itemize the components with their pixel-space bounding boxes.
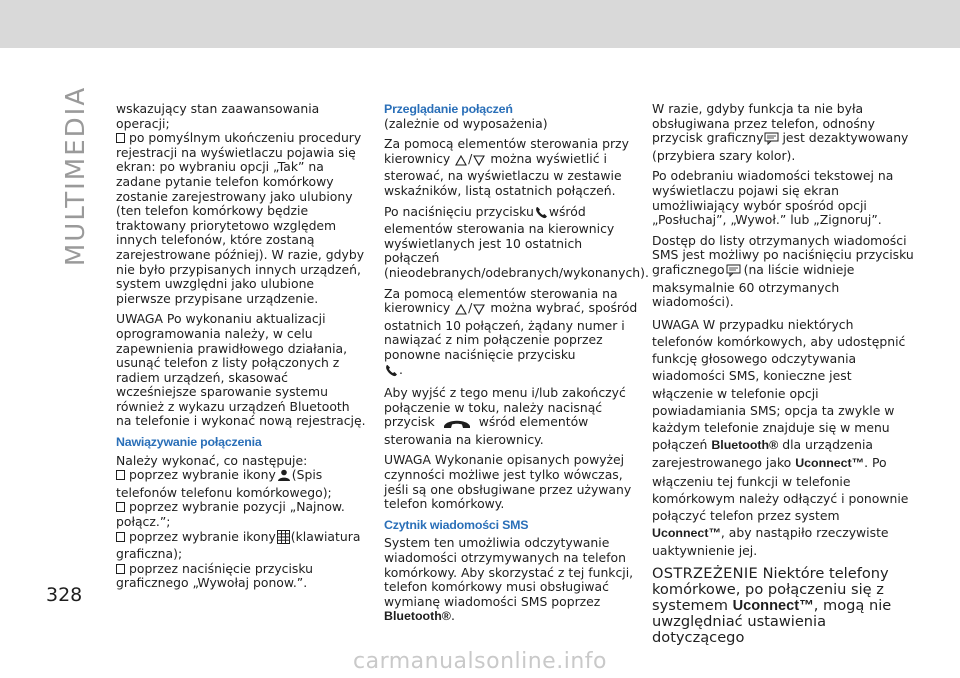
square-bullet-icon [116, 532, 125, 542]
note-paragraph: UWAGA W przypadku niektórych telefonów komórkowych, aby udostępnić funkcję głosowego odczytywania wiadomości SMS, konieczne jest włączenie w telefonie opcji powiadamiania SMS; opcja ta zwykle w każdym telefonie znajduje się w menu połączeń Bluetooth® dla urządzenia zarejestrowanego jako Uconnect™. Po włączeniu tej funkcji w telefonie komórkowym należy odłączyć i ponownie połączyć telefon przez system Uconnect™, aby nastąpiło rzeczywiste uaktywnienie jej. [652, 316, 909, 559]
note-paragraph: UWAGA Wykonanie opisanych powyżej czynności możliwe jest tylko wówczas, jeśli są one obsługiwane przez używany telefon komórkowy. [384, 452, 632, 512]
top-band [0, 0, 960, 48]
watermark: carmanualsonline.info [353, 648, 607, 674]
phone-handset-icon [385, 364, 398, 381]
list-item: poprzez wybranie ikony (Spis telefonów telefonu komórkowego); [116, 467, 332, 500]
page-number: 328 [46, 584, 83, 606]
phone-handset-icon [535, 206, 548, 223]
paragraph: Aby wyjść z tego menu i/lub zakończyć połączenie w toku, należy nacisnąć przycisk wśród elementów sterowania na kierownicy. [384, 385, 626, 447]
list-item: poprzez wybranie pozycji „Najnow. połącz.”; [116, 499, 345, 530]
sms-message-icon [764, 132, 781, 149]
paragraph: W razie, gdyby funkcja ta nie była obsługiwana przez telefon, odnośny przycisk graficzny jest dezaktywowany (przybiera szary kolor). [652, 101, 909, 163]
triangle-up-icon [455, 155, 467, 170]
paragraph: System ten umożliwia odczytywanie wiadomości otrzymywanych na telefon komórkowy. Aby skorzystać z tej funkcji, telefon komórkowy musi obsługiwać wymianę wiadomości SMS poprzez Bluetooth®. [384, 535, 634, 624]
paragraph: Należy wykonać, co następuje: poprzez wybranie ikony (Spis telefonów telefonu komórkowego); poprzez wybranie pozycji „Najnow. połącz.”; poprzez wybranie ikony (klawiatura graficzna); poprzez naciśnięcie przycisku graficznego „Wywołaj ponow.”. [116, 454, 368, 591]
column-3 [652, 102, 914, 652]
paragraph: Za pomocą elementów sterowania przy kierownicy / można wyświetlić i sterować, na wyświetlaczu w zestawie wskaźników, listą ostatnich połączeń. [384, 136, 629, 198]
triangle-down-icon [473, 304, 485, 319]
section-label-text: MULTIMEDIA [61, 85, 92, 267]
list-item: poprzez naciśnięcie przycisku graficznego „Wywołaj ponow.”. [116, 560, 314, 591]
section-heading: Czytnik wiadomości SMS [384, 517, 529, 532]
paragraph: wskazujący stan zaawansowania operacji; po pomyślnym ukończeniu procedury rejestracji na wyświetlaczu pojawia się ekran: po wybraniu opcji „Tak” na zadane pytanie telefon komórkowy zostanie zarejestrowany jako ulubiony (ten telefon komórkowy będzie traktowany priorytetowo względem innych telefonów, które zostaną zarejestrowane później). W razie, gdyby nie było przypisanych innych urządzeń, system uwzględni jako ulubione pierwsze przypisane urządzenie. [116, 101, 365, 306]
phone-hangup-icon [443, 418, 471, 433]
triangle-up-icon [455, 304, 467, 319]
column-2 [384, 102, 649, 630]
square-bullet-icon [116, 502, 125, 512]
square-bullet-icon [116, 564, 125, 574]
triangle-down-icon [473, 155, 485, 170]
sms-message-icon [726, 264, 743, 281]
contacts-icon [277, 469, 291, 486]
section-heading: Przeglądanie połączeń [384, 102, 513, 116]
paragraph: Dostęp do listy otrzymanych wiadomości SMS jest możliwy po naciśnięciu przycisku graficznego (na liście widnieje maksymalnie 60 otrzymanych wiadomości). [652, 232, 914, 310]
list-item: poprzez wybranie ikony (klawiatura graficzna); [116, 528, 361, 562]
paragraph: Po naciśnięciu przycisku wśród elementów sterowania na kierownicy wyświetlanych jest 10 ostatnich połączeń (nieodebranych/odebranych/wykonanych). [384, 203, 649, 280]
square-bullet-icon [116, 470, 125, 480]
section-label [49, 85, 103, 267]
keypad-icon [277, 530, 290, 548]
column-1 [116, 102, 368, 591]
section-heading: Nawiązywanie połączenia [116, 435, 262, 450]
warning-label: OSTRZEŻENIE [652, 564, 758, 582]
paragraph: Za pomocą elementów sterowania na kierownicy / można wybrać, spośród ostatnich 10 połączeń, żądany numer i nawiązać z nim połączenie poprzez ponowne naciśnięcie przycisku . [384, 287, 638, 381]
subheading: (zależnie od wyposażenia) [384, 115, 548, 131]
warning-paragraph: OSTRZEŻENIE Niektóre telefony komórkowe, po połączeniu się z systemem Uconnect™, mogą nie uwzględniać ustawienia dotyczącego [652, 564, 892, 646]
paragraph: Po odebraniu wiadomości tekstowej na wyświetlaczu pojawi się ekran umożliwiający wybór spośród opcji „Posłuchaj”, „Wywoł.” lub „Zignoruj”. [652, 168, 894, 228]
note-paragraph: UWAGA Po wykonaniu aktualizacji oprogramowania należy, w celu zapewnienia prawidłowego działania, usunąć telefon z listy połączonych z radiem urządzeń, skasować wcześniejsze sparowanie systemu również z wykazu urządzeń Bluetooth na telefonie i wykonać nową rejestrację. [116, 311, 366, 429]
square-bullet-icon [116, 133, 125, 143]
